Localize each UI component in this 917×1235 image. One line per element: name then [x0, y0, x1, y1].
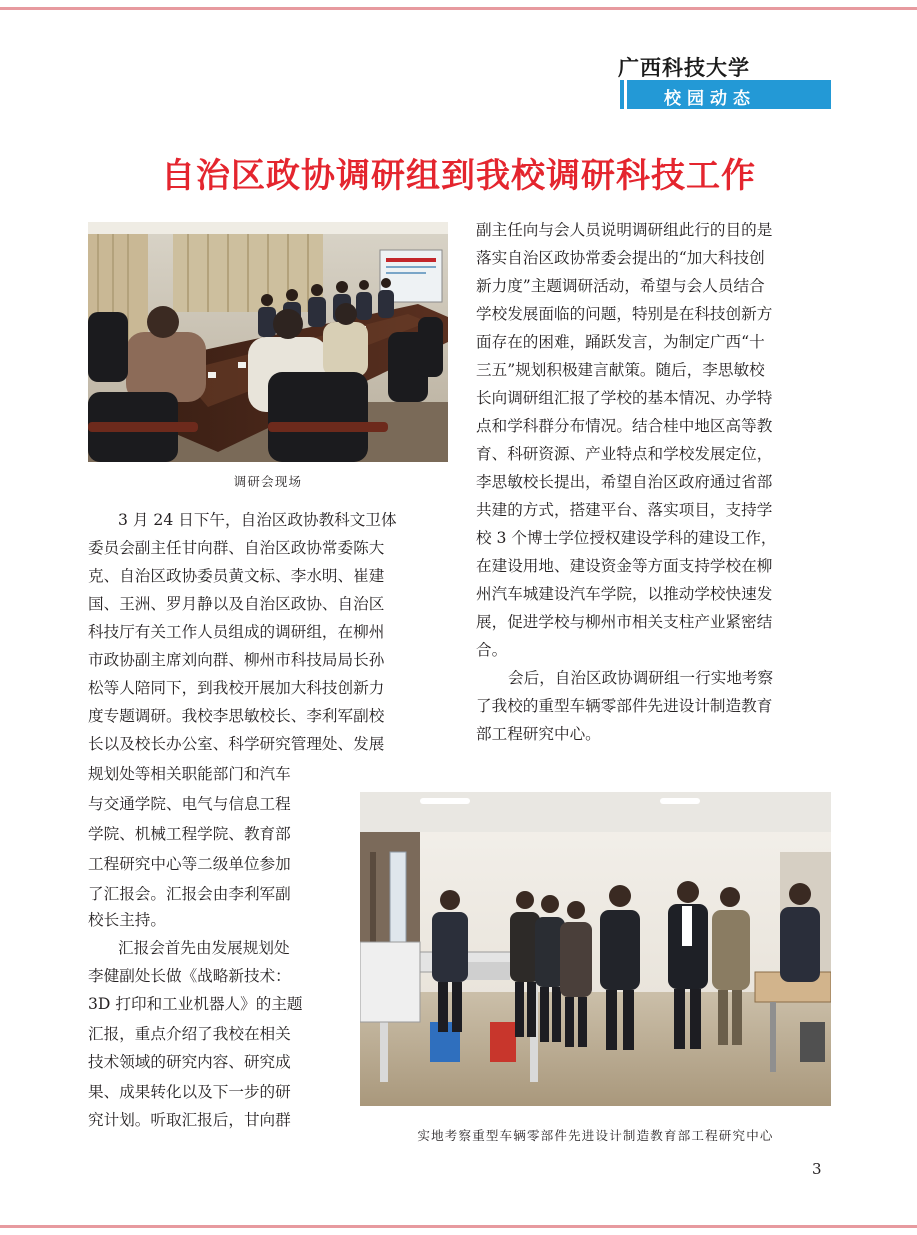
body-line: 会后，自治区政协调研组一行实地考察	[508, 669, 774, 687]
university-name: 广西科技大学	[618, 55, 750, 80]
bottom-rule	[0, 1225, 917, 1228]
body-line: 了我校的重型车辆零部件先进设计制造教育	[476, 697, 773, 715]
body-line: 共建的方式，搭建平台、落实项目，支持学	[476, 501, 773, 519]
body-line: 工程研究中心等二级单位参加	[88, 855, 291, 873]
body-line: 新力度”主题调研活动，希望与会人员结合	[476, 277, 765, 295]
body-line: 松等人陪同下，到我校开展加大科技创新力	[88, 679, 385, 697]
body-line: 与交通学院、电气与信息工程	[88, 795, 291, 813]
body-line: 李健副处长做《战略新技术：	[88, 967, 291, 985]
body-line: 汇报，重点介绍了我校在相关	[88, 1025, 291, 1043]
section-label: 校园动态	[664, 89, 756, 109]
body-line: 长以及校长办公室、科学研究管理处、发展	[88, 735, 385, 753]
body-line: 三五”规划积极建言献策。随后，李思敏校	[476, 361, 765, 379]
body-line: 合。	[476, 641, 508, 659]
body-line: 度专题调研。我校李思敏校长、李利军副校	[88, 707, 385, 725]
meeting-photo-caption: 调研会现场	[233, 474, 303, 489]
body-line: 果、成果转化以及下一步的研	[88, 1083, 291, 1101]
page-number: 3	[812, 1160, 822, 1178]
lab-visit-photo-caption: 实地考察重型车辆零部件先进设计制造教育部工程研究中心	[417, 1128, 774, 1143]
body-line: 在建设用地、建设资金等方面支持学校在柳	[476, 557, 773, 575]
body-line: 汇报会首先由发展规划处	[118, 939, 290, 957]
body-line: 究计划。听取汇报后，甘向群	[88, 1111, 291, 1129]
body-line: 市政协副主席刘向群、柳州市科技局局长孙	[88, 651, 385, 669]
body-line: 国、王洲、罗月静以及自治区政协、自治区	[88, 595, 385, 613]
body-line: 副主任向与会人员说明调研组此行的目的是	[476, 221, 773, 239]
body-line: 学院、机械工程学院、教育部	[88, 825, 291, 843]
meeting-photo	[88, 222, 448, 462]
section-label-stripe	[624, 80, 627, 109]
body-line: 长向调研组汇报了学校的基本情况、办学特	[476, 389, 773, 407]
body-line: 育、科研资源、产业特点和学校发展定位，	[476, 445, 773, 463]
body-line: 委员会副主任甘向群、自治区政协常委陈大	[88, 539, 385, 557]
body-line: 李思敏校长提出，希望自治区政府通过省部	[476, 473, 773, 491]
body-line: 校长主持。	[88, 911, 166, 929]
body-line: 技术领域的研究内容、研究成	[88, 1053, 291, 1071]
body-line: 部工程研究中心。	[476, 725, 601, 743]
body-line: 面存在的困难，踊跃发言，为制定广西“十	[476, 333, 765, 351]
body-line: 校 3 个博士学位授权建设学科的建设工作，	[476, 529, 777, 547]
section-label-box	[620, 80, 831, 109]
body-line: 3 月 24 日下午，自治区政协教科文卫体	[118, 511, 397, 529]
body-line: 落实自治区政协常委会提出的“加大科技创	[476, 249, 765, 267]
article-title: 自治区政协调研组到我校调研科技工作	[161, 156, 756, 196]
top-rule	[0, 7, 917, 10]
lab-visit-photo	[360, 792, 831, 1106]
body-line: 克、自治区政协委员黄文标、李水明、崔建	[88, 567, 385, 585]
body-line: 了汇报会。汇报会由李利军副	[88, 885, 291, 903]
body-line: 3D 打印和工业机器人》的主题	[88, 995, 303, 1013]
body-line: 展，促进学校与柳州市相关支柱产业紧密结	[476, 613, 773, 631]
body-line: 学校发展面临的问题，特别是在科技创新方	[476, 305, 773, 323]
body-line: 州汽车城建设汽车学院，以推动学校快速发	[476, 585, 773, 603]
body-line: 科技厅有关工作人员组成的调研组，在柳州	[88, 623, 385, 641]
body-line: 规划处等相关职能部门和汽车	[88, 765, 291, 783]
body-line: 点和学科群分布情况。结合桂中地区高等教	[476, 417, 773, 435]
